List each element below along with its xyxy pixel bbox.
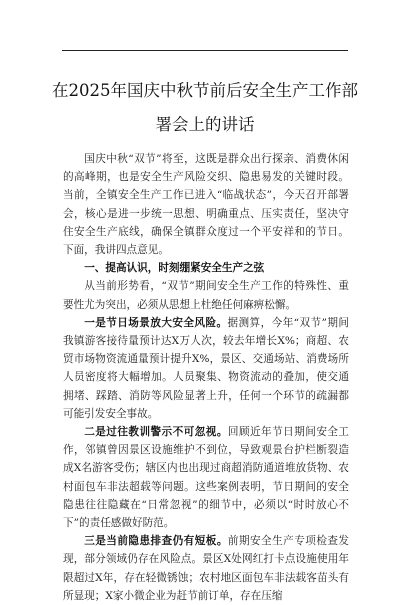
document-title-line-1: 在2025年国庆中秋节前后安全生产工作部 <box>52 81 358 100</box>
document-body <box>63 150 349 605</box>
point-text-1: 据测算，今年“双节”期间我镇游客接待量预计达X万人次，较去年增长X%；商超、农贸市场物资流通量预计提升X%，景区、交通场站、消费场所人员密度将大幅增加。人员聚集、物资流动的叠加，使交通拥堵、踩踏、消防等风险显著上升，任何一个环节的疏漏都可能引发安全事故。 <box>63 316 349 420</box>
point-lead-2: 二是过往教训警示不可忽视。 <box>84 426 228 439</box>
point-lead-3: 三是当前隐患排查仍有短板。 <box>84 535 228 548</box>
document-title-line-2: 署会上的讲话 <box>155 115 255 134</box>
top-divider <box>62 50 348 51</box>
point-text-3: 前期安全生产专项检查发现，部分领域仍存在风险点。景区X处网红打卡点设施使用年限超过X年，存在轻微锈蚀；农村地区面包车非法载客苗头有所显现；X家小微企业为赶节前订单，存在压缩 <box>63 535 350 602</box>
point-text-2: 回顾近年节日期间安全工作，邻镇曾因景区设施维护不到位，导致观景台护栏断裂造成X名游客受伤；辖区内也出现过商超消防通道堆放货物、农村面包车非法超载等问题。这些案例表明，节日期间的安全隐患往往隐藏在“日常忽视”的细节中，必须以“时时放心不下”的责任感做好防范。 <box>63 426 350 530</box>
point-lead-1: 一是节日场景放大安全风险。 <box>84 316 228 329</box>
point-paragraph-2 <box>63 423 349 532</box>
point-paragraph-1 <box>63 314 349 423</box>
point-paragraph-3 <box>63 532 349 605</box>
section-intro-paragraph: 从当前形势看，“双节”期间安全生产工作的特殊性、重要性尤为突出，必须从思想上杜绝任何麻痹松懈。 <box>63 280 349 311</box>
intro-paragraph: 国庆中秋“双节”将至，这既是群众出行探亲、消费休闲的高峰期，也是安全生产风险交织、隐患易发的关键时段。当前，全镇安全生产工作已进入“临战状态”，今天召开部署会，核心是进一步统一思想、明确重点、压实责任，坚决守住安全生产底线，确保全镇群众度过一个平安祥和的节日。下面，我讲四点意见。 <box>63 153 349 257</box>
section-heading: 一、提高认识，时刻绷紧安全生产之弦 <box>84 262 265 275</box>
